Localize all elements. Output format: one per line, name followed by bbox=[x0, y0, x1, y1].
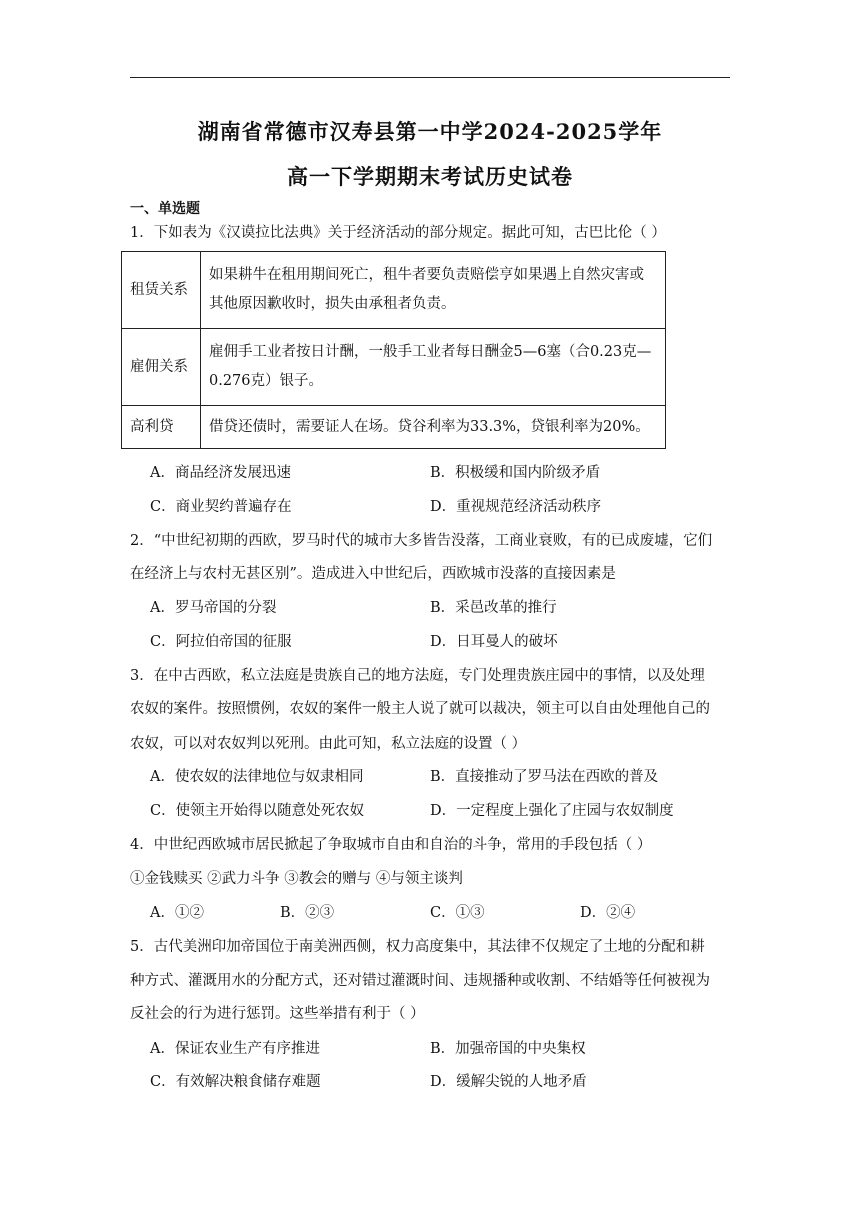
table-value-cell: 如果耕牛在租用期间死亡，租牛者要负责赔偿亨如果遇上自然灾害或其他原因歉收时，损失由承租者负责。 bbox=[201, 252, 666, 329]
question-5-option-a[interactable]: A．保证农业生产有序推进 bbox=[150, 1041, 320, 1057]
question-3-option-d[interactable]: D．一定程度上强化了庄园与农奴制度 bbox=[430, 803, 674, 819]
question-4-option-a[interactable]: A．①② bbox=[150, 905, 204, 921]
question-4-option-b[interactable]: B．②③ bbox=[280, 905, 335, 921]
question-1-option-a[interactable]: A．商品经济发展迅速 bbox=[150, 465, 291, 481]
exam-title-line2: 高一下学期期末考试历史试卷 bbox=[287, 164, 573, 189]
question-4-choices: ①金钱赎买 ②武力斗争 ③教会的赠与 ④与领主谈判 bbox=[130, 871, 463, 887]
question-5-option-b[interactable]: B．加强帝国的中央集权 bbox=[430, 1041, 586, 1057]
table-value-cell: 借贷还债时，需要证人在场。贷谷利率为33.3%，贷银利率为20%。 bbox=[201, 406, 666, 449]
question-5-option-c[interactable]: C．有效解决粮食储存难题 bbox=[150, 1074, 321, 1090]
question-1-option-d[interactable]: D．重视规范经济活动秩序 bbox=[430, 499, 602, 515]
question-2-stem-line1: 2．“中世纪初期的西欧，罗马时代的城市大多皆告没落，工商业衰败，有的已成废墟，它们 bbox=[130, 533, 713, 549]
table-row bbox=[122, 252, 666, 329]
question-2-option-c[interactable]: C．阿拉伯帝国的征服 bbox=[150, 634, 292, 650]
question-3-stem-line2: 农奴的案件。按照惯例，农奴的案件一般主人说了就可以裁决，领主可以自由处理他自己的 bbox=[130, 701, 710, 717]
question-3-stem-line1: 3．在中古西欧，私立法庭是贵族自己的地方法庭，专门处理贵族庄园中的事情，以及处理 bbox=[130, 668, 705, 684]
question-4-stem: 4．中世纪西欧城市居民掀起了争取城市自由和自治的斗争，常用的手段包括（ ） bbox=[130, 837, 652, 853]
question-2-option-b[interactable]: B．采邑改革的推行 bbox=[430, 600, 557, 616]
question-3-option-c[interactable]: C．使领主开始得以随意处死农奴 bbox=[150, 803, 365, 819]
question-2-stem-line2: 在经济上与农村无甚区别”。造成进入中世纪后，西欧城市没落的直接因素是 bbox=[130, 566, 616, 582]
question-5-stem-line2: 种方式、灌溉用水的分配方式，还对错过灌溉时间、违规播种或收割、不结婚等任何被视为 bbox=[130, 973, 710, 989]
question-1-table bbox=[121, 251, 666, 449]
question-3-option-a[interactable]: A．使农奴的法律地位与奴隶相同 bbox=[150, 769, 364, 785]
table-key-cell: 雇佣关系 bbox=[122, 329, 201, 406]
question-5-stem-line1: 5．古代美洲印加帝国位于南美洲西侧，权力高度集中，其法律不仅规定了土地的分配和耕 bbox=[130, 939, 705, 955]
question-2-option-d[interactable]: D．日耳曼人的破坏 bbox=[430, 634, 558, 650]
header-rule bbox=[130, 77, 730, 78]
question-3-option-b[interactable]: B．直接推动了罗马法在西欧的普及 bbox=[430, 769, 659, 785]
question-1-stem: 1．下如表为《汉谟拉比法典》关于经济活动的部分规定。据此可知，古巴比伦（ ） bbox=[130, 225, 666, 241]
question-4-option-d[interactable]: D．②④ bbox=[580, 905, 636, 921]
table-value-cell: 雇佣手工业者按日计酬，一般手工业者每日酬金5—6塞（合0.23克—0.276克）银子。 bbox=[201, 329, 666, 406]
question-3-stem-line3: 农奴，可以对农奴判以死刑。由此可知，私立法庭的设置（ ） bbox=[130, 736, 527, 752]
question-1-option-c[interactable]: C．商业契约普遍存在 bbox=[150, 499, 292, 515]
table-key-cell: 高利贷 bbox=[122, 406, 201, 449]
table-row bbox=[122, 329, 666, 406]
section-heading: 一、单选题 bbox=[130, 201, 200, 217]
question-5-stem-line3: 反社会的行为进行惩罚。这些举措有利于（ ） bbox=[130, 1006, 425, 1022]
table-row bbox=[122, 406, 666, 449]
question-2-option-a[interactable]: A．罗马帝国的分裂 bbox=[150, 600, 277, 616]
question-1-option-b[interactable]: B．积极缓和国内阶级矛盾 bbox=[430, 465, 601, 481]
table-key-cell: 租赁关系 bbox=[122, 252, 201, 329]
question-5-option-d[interactable]: D．缓解尖锐的人地矛盾 bbox=[430, 1074, 587, 1090]
exam-title-line1: 湖南省常德市汉寿县第一中学2024-2025学年 bbox=[197, 119, 663, 144]
question-4-option-c[interactable]: C．①③ bbox=[430, 905, 485, 921]
